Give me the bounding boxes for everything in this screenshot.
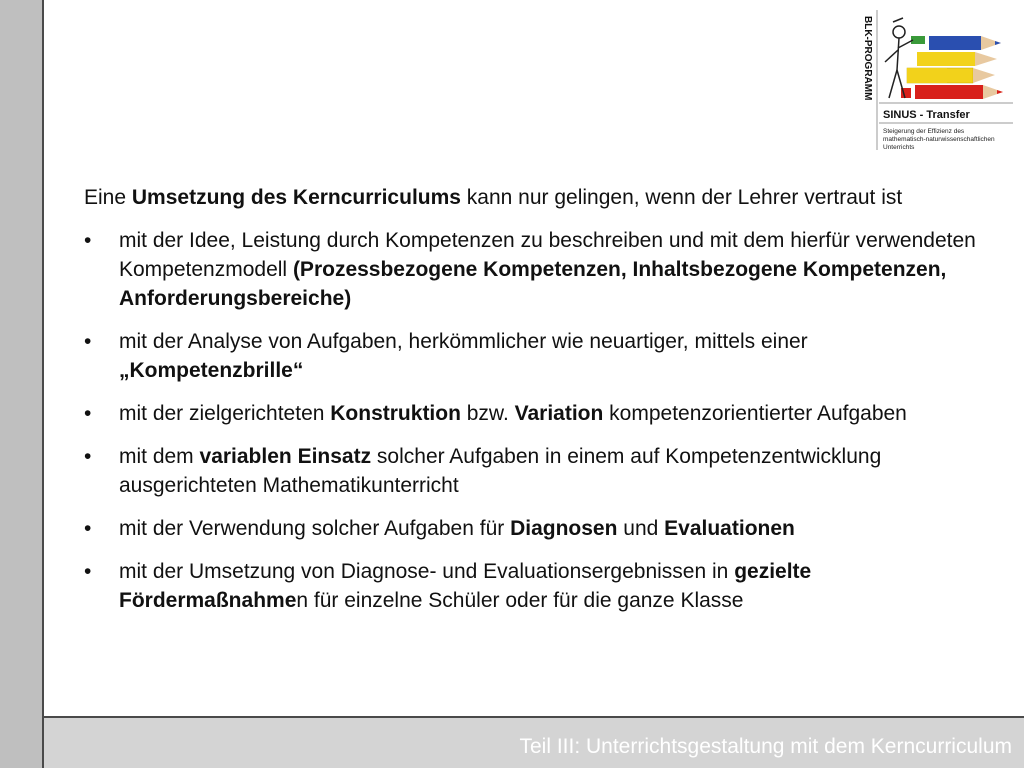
item-text: mit der zielgerichteten (119, 402, 331, 425)
left-sidebar-bar (0, 0, 44, 768)
logo-vertical-label: BLK-PROGRAMM (862, 16, 873, 101)
item-text: mit der Idee, Leistung durch Kompetenzen zu beschreiben und mit dem hierfür verwendeten Kompetenzmodell (119, 229, 976, 281)
item-bold: Diagnosen (510, 517, 618, 540)
list-item (84, 226, 989, 313)
item-bold: gezielte Fördermaßnahme (119, 560, 812, 612)
item-bold: „Kompetenzbrille“ (119, 359, 304, 382)
logo-subtitle-line1: Steigerung der Effizienz des (883, 128, 965, 135)
list-item (84, 442, 989, 500)
intro-paragraph (84, 183, 989, 212)
item-bold: variablen Einsatz (199, 445, 372, 468)
item-text: und (617, 517, 665, 540)
item-text: mit der Verwendung solcher Aufgaben für (119, 517, 511, 540)
logo-subtitle-line3: Unterrichts (883, 144, 915, 151)
intro-text-2: kann nur gelingen, wenn der Lehrer vertraut ist (460, 186, 903, 209)
item-bold: (Prozessbezogene Kompetenzen, Inhaltsbezogene Kompetenzen, Anforderungsbereiche) (119, 258, 947, 310)
slide-content (84, 183, 989, 629)
item-text: solcher Aufgaben in einem auf Kompetenzentwicklung ausgerichteten Mathematikunterricht (119, 445, 882, 497)
item-text: kompetenzorientierter Aufgaben (603, 402, 907, 425)
bullet-marker: • (84, 445, 92, 468)
item-text: mit dem (119, 445, 200, 468)
item-bold: Evaluationen (664, 517, 795, 540)
logo-subtitle-line2: mathematisch-naturwissenschaftlichen (883, 136, 995, 143)
item-text: n für einzelne Schüler oder für die ganze Klasse (296, 589, 744, 612)
item-text: mit der Analyse von Aufgaben, herkömmlicher wie neuartiger, mittels einer (119, 330, 808, 353)
footer-title: Teil III: Unterrichtsgestaltung mit dem Kerncurriculum (519, 735, 1012, 758)
logo-title: SINUS - Transfer (883, 109, 970, 121)
item-bold: Konstruktion (330, 402, 461, 425)
item-text: mit der Umsetzung von Diagnose- und Evaluationsergebnissen in (119, 560, 735, 583)
intro-bold-1: Umsetzung des Kerncurriculums (131, 186, 461, 209)
list-item (84, 557, 989, 615)
list-item (84, 514, 989, 543)
logo-graphic (855, 10, 1015, 155)
bullet-marker: • (84, 229, 92, 252)
bullet-marker: • (84, 330, 92, 353)
list-item (84, 399, 989, 428)
stick-figure-icon (885, 18, 913, 98)
bullet-marker: • (84, 402, 92, 425)
sinus-transfer-logo (855, 10, 1015, 155)
pencils-icon (901, 36, 1003, 99)
list-item (84, 327, 989, 385)
bullet-marker: • (84, 560, 92, 583)
bullet-marker: • (84, 517, 92, 540)
intro-text-1: Eine (84, 186, 132, 209)
bullet-list (84, 226, 989, 615)
item-bold: Variation (514, 402, 604, 425)
footer-bar (44, 716, 1024, 768)
item-text: bzw. (460, 402, 515, 425)
